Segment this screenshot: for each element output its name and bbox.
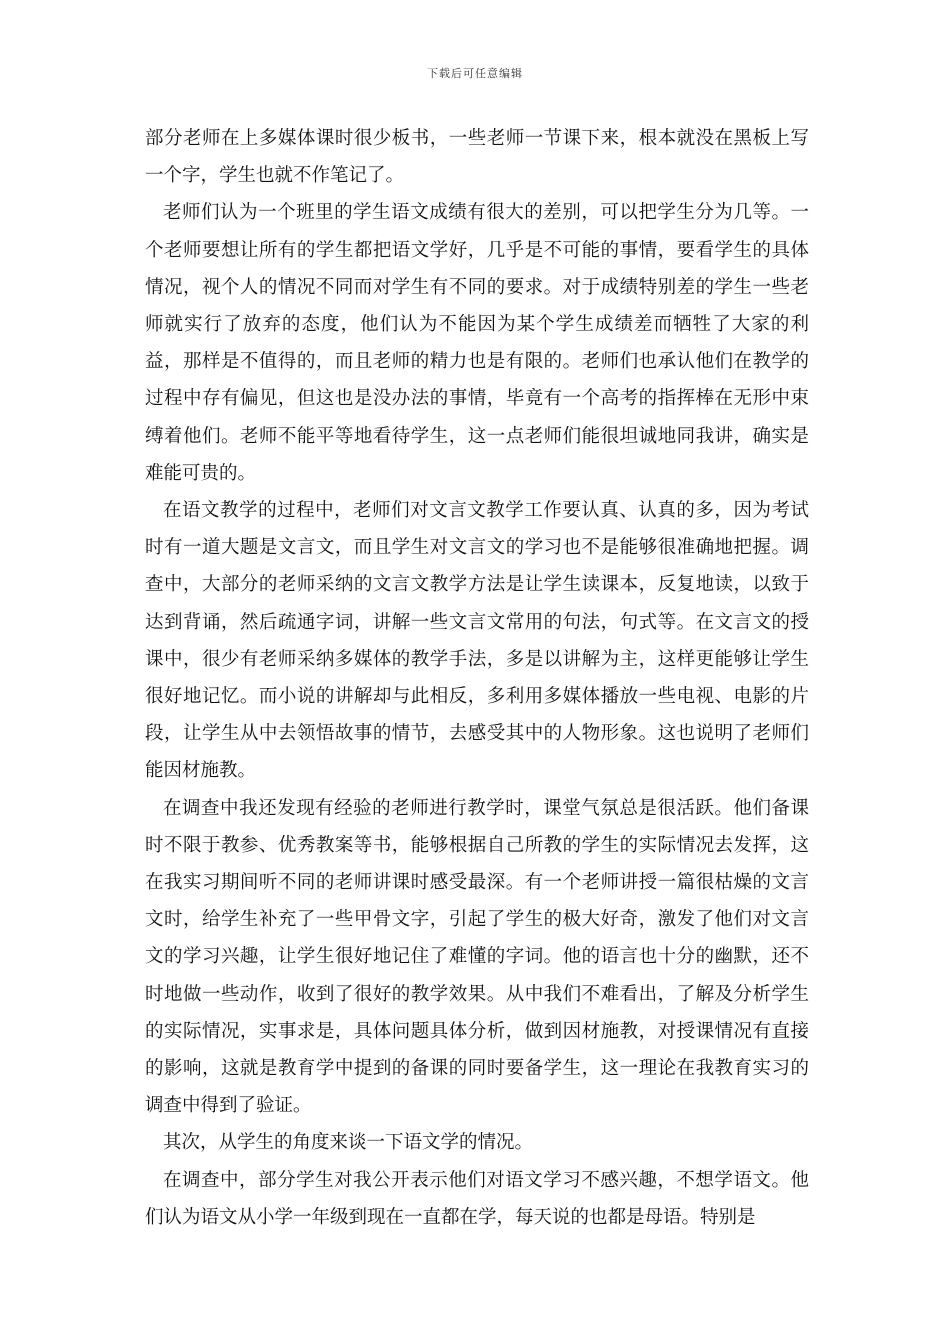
paragraph-2: 老师们认为一个班里的学生语文成绩有很大的差别，可以把学生分为几等。一个老师要想让所有的学生都把语文学好，几乎是不可能的事情，要看学生的具体情况，视个人的情况不同而对学生有不同的要求。对于成绩特别差的学生一些老师就实行了放弃的态度，他们认为不能因为某个学生成绩差而牺牲了大家的利益，那样是不值得的，而且老师的精力也是有限的。老师们也承认他们在教学的过程中存有偏见，但这也是没办法的事情，毕竟有一个高考的指挥棒在无形中束缚着他们。老师不能平等地看待学生，这一点老师们能很坦诚地同我讲，确实是难能可贵的。 <box>145 202 809 484</box>
paragraph-4: 在调查中我还发现有经验的老师进行教学时，课堂气氛总是很活跃。他们备课时不限于教参、优秀教案等书，能够根据自己所教的学生的实际情况去发挥，这在我实习期间听不同的老师讲课时感受最深。有一个老师讲授一篇很枯燥的文言文时，给学生补充了一些甲骨文字，引起了学生的极大好奇，激发了他们对文言文的学习兴趣，让学生很好地记住了难懂的字词。他的语言也十分的幽默，还不时地做一些动作，收到了很好的教学效果。从中我们不难看出，了解及分析学生的实际情况，实事求是，具体问题具体分析，做到因材施教，对授课情况有直接的影响，这就是教育学中提到的备课的同时要备学生，这一理论在我教育实习的调查中得到了验证。 <box>145 797 809 1117</box>
document-body <box>145 120 809 1236</box>
page-header-note: 下载后可任意编辑 <box>427 67 523 80</box>
paragraph-6: 在调查中，部分学生对我公开表示他们对语文学习不感兴趣，不想学语文。他们认为语文从小学一年级到现在一直都在学，每天说的也都是母语。特别是 <box>145 1169 809 1228</box>
paragraph-3: 在语文教学的过程中，老师们对文言文教学工作要认真、认真的多，因为考试时有一道大题是文言文，而且学生对文言文的学习也不是能够很准确地把握。调查中，大部分的老师采纳的文言文教学方法是让学生读课本，反复地读，以致于达到背诵，然后疏通字词，讲解一些文言文常用的句法，句式等。在文言文的授课中，很少有老师采纳多媒体的教学手法，多是以讲解为主，这样更能够让学生很好地记忆。而小说的讲解却与此相反，多利用多媒体播放一些电视、电影的片段，让学生从中去领悟故事的情节，去感受其中的人物形象。这也说明了老师们能因材施教。 <box>145 500 809 782</box>
paragraph-1: 部分老师在上多媒体课时很少板书，一些老师一节课下来，根本就没在黑板上写一个字，学生也就不作笔记了。 <box>145 128 809 187</box>
paragraph-5: 其次，从学生的角度来谈一下语文学的情况。 <box>163 1132 534 1154</box>
